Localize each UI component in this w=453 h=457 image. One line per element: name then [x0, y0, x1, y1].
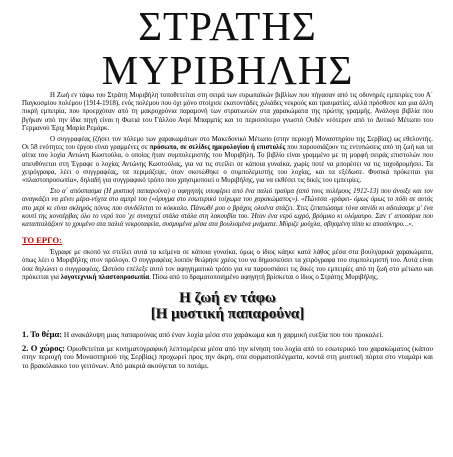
intro-paragraph-2-end: που παρουσιάζουν τις εντυπώσεις από τη ζωή και τα αίτια του λοχία Αντώνη Κωστούλα, ο οποίος ήταν συμπολεμιστής του Μυριβήλη. Το βιβλίο είναι γραμμένο με τη μορφή σειράς επιστολών που απευθύνεται στη Έγραφε ο λοχίας Αντώνης Κωστούλας, για να τις στείλει σε κάποια γυναίκα, χωρίς ποτέ να μπορέσει να τις ταχυδρομήσει. Τα χειρόγραφα, λέει ο συγγραφέας, τα περιμάζεψε, όταν σκοτώθηκε ο συμπολεμιστής του λοχίας, και τα εξέδωσε. Φυσικά πρόκειται για «πλαστοπροσωπία», δηλαδή για συγγραφικό τρόπο που χρησιμοποιεί ο Μυριβήλης, για να εκθέσει τις δικές του εμπειρίες.: [22, 144, 433, 185]
intro-paragraph-2-bold: πρόσωπο, σε σελίδες ημερολογίου ή επιστολές: [149, 144, 286, 152]
intro-paragraph-1: Η Ζωή εν τάφω του Στράτη Μυριβήλη τοποθετείται στη σειρά των ευρωπαϊκών βιβλίων που πήγασαν από τις οδυνηρές εμπειρίες του Α΄ Παγκοσμίου πολέμου (1914-1918), ενός πολέμου που όχι μόνο στοίχισε εκατοντάδες χιλιάδες νεκρούς και τραυματίες, αλλά πρόσθεσε και μια άλλη πικρή εμπειρία, που προερχόταν από τη μακροχρόνια παραμονή των στρατιωτών στα χαρακώματα της πρώτης γραμμής. Ανάλογα βιβλία που βγήκαν από την ίδια πηγή είναι η Φωτιά του Γάλλου Ανρί Μπαρμπίς και το περισσότερο γνωστό Ουδέν νεότερον από το Δυτικό Μέτωπο του Γερμανού Έριχ Μαρία Ρεμάρκ.: [22, 92, 433, 132]
point-theme-label: 1. Το θέμα:: [22, 329, 63, 340]
subheading: [22, 290, 433, 322]
document-page: [0, 4, 453, 457]
point-space-text: Οριοθετείται με κινηματογραφική λεπτομέρεια μέσα από την κίνηση του λοχία από το εσωτερικό του χαρακώματος (κάπου στην περιοχή του Μοναστηριού της Σερβίας) προχωρεί προς την άκρη, στα συρματοπλέγματα, κοντά στη μυστική πόρτα στο νταμάρι και το βρακόλακκο του γειτόνων. Από μακριά ακούγεται το ποτάμι.: [22, 343, 433, 370]
document-title: ΣΤΡΑΤΗΣ ΜΥΡΙΒΗΛΗΣ: [101, 3, 354, 93]
point-space: [22, 344, 433, 371]
work-paragraph-end: . Πίσω από το δραματοποιημένο αφηγητή βρίσκεται ο ίδιος ο Στράτης Μυριβήλης.: [149, 273, 379, 281]
section-label-work: ΤΟ ΕΡΓΟ:: [22, 235, 62, 246]
numbered-points: [22, 330, 433, 370]
subheading-line-1: Η ζωή εν τάφω: [179, 290, 276, 307]
point-space-label: 2. Ο χώρος:: [22, 342, 65, 353]
work-paragraph-bold: λογοτεχνική πλαστοπροσωπία: [60, 273, 150, 281]
intro-paragraph-2: [22, 136, 433, 185]
work-paragraph: [22, 249, 433, 282]
point-theme-text: Η ανακάλυψη μιας παπαρούνας από έναν λοχία μέσα στο χαράκωμα και η χαρμική ευεξία που του προκαλεί.: [62, 330, 384, 340]
intro-paragraph-3: Στο α΄ απόσπασμα (Η μυστική παπαρούνα) ο αφηγητής υποφέρει από ένα παλιό τραύμα (από τους πολέμους 1912-13) που άνοιξε και τον αναγκάζει να μένει μέρα-νύχτα στο αμπρί του («όρυγμα στο εσωτερικό τοίχωμα του χαρακώματος»). «Πώνεσα -γράφει- όμως όμως το πόδι σε αυτός στο μερί κι είναι σκληρός πόνος που συνδέλεται το κόκκαλο. Πάνωθέ μου ο βράχος ολοένα στάζει. Χτες ζεπατώσαμε τόνα σανίδι κι αδειάσαμε μ' ένα κουτί της κονσέρβας όλο το νερό που 'χε συναχτεί στάλα στάλα στη λακουβία του. Ήταν ένα νερό ωχρό, βρόμικο κι ολόμαυρο. Σαν τ' αποσάρια που καταπταλάζουν το χρυμένο στα παλιά νεκροταφεία, συσμυμένα μέσα στα βουλισμένα μνήματα. Μύριζε μούχλα, σβησμένη πίπα κι αποσύνηρο...».: [22, 188, 433, 229]
subheading-line-2: [Η μυστική παπαρούνα]: [150, 306, 305, 323]
intro-paragraph-2-start: Ο συγγραφέας (ζήσει τον πόλεμο των χαρακωμάτων στο Μακεδονικό Μέτωπο (στην περιοχή Μοναστηρίου της Σερβίας) ως εθελοντής. Οι 58 ενότητες του έργου είναι γραμμένες σε: [22, 136, 433, 152]
work-paragraph-start: Έγραφε με σκοπό να στείλει αυτά τα κείμενα σε κάποια γυναίκα, όμως ο ίδιος κάηκε κατά λάθος μέσα στα βουλγαρικά χαρακώματα, όπως λέει ο Μυριβήλης στον πρόλογο. Ο συγγραφέας λοιπόν θεώρησε χρέος του να δημοσιεύσει τα χειρόγραφα του συμπολεμιστή του. Αυτά είναι όσα δηλώνει ο συγγραφέας. Ωστόσο επέλεξε αυτό τον αφηγηματικό τρόπο για να παρουσιάσει τις δικές του εμπειρίες από τη ζωή στο μέτωπο και πρόκειται για: [22, 249, 433, 281]
point-theme: [22, 330, 433, 340]
